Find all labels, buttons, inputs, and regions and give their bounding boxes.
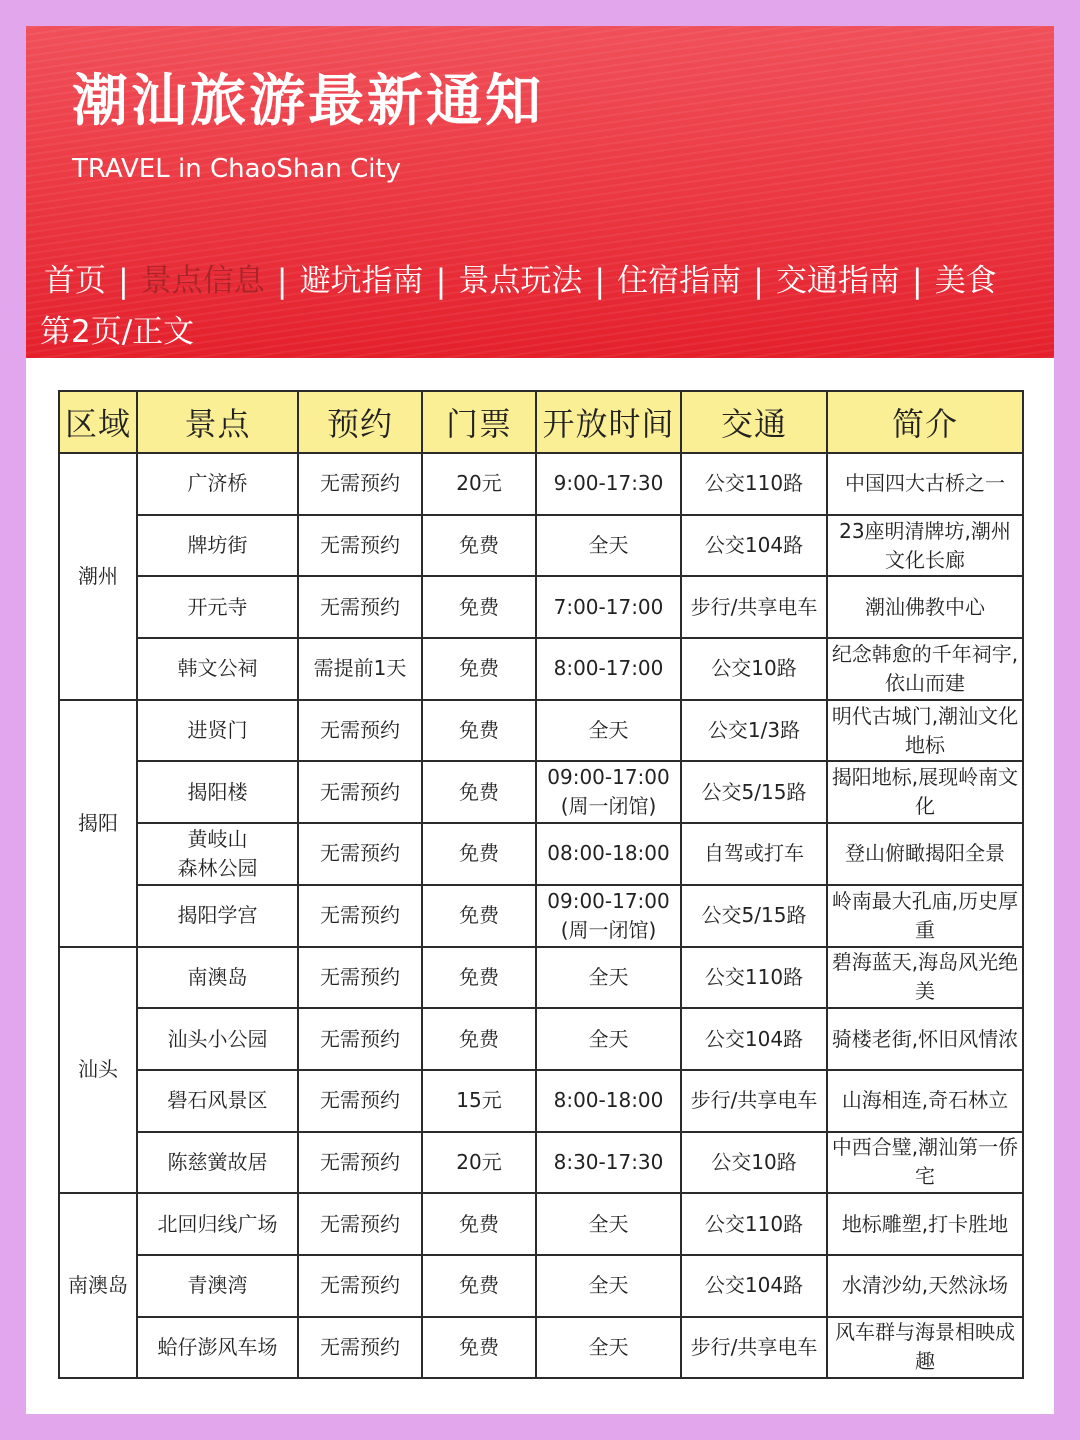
cell-ticket: 免费 <box>422 576 536 638</box>
cell-ticket: 免费 <box>422 1008 536 1070</box>
cell-hours: 8:30-17:30 <box>536 1132 681 1194</box>
cell-hours: 全天 <box>536 1317 681 1379</box>
cell-desc: 岭南最大孔庙,历史厚重 <box>827 885 1023 947</box>
table-row <box>59 453 1023 515</box>
cell-spot: 进贤门 <box>137 700 298 762</box>
page-card <box>26 26 1054 1414</box>
cell-ticket: 15元 <box>422 1070 536 1132</box>
cell-desc: 潮汕佛教中心 <box>827 576 1023 638</box>
cell-booking: 无需预约 <box>298 700 422 762</box>
cell-desc: 纪念韩愈的千年祠宇,依山而建 <box>827 638 1023 700</box>
cell-hours: 全天 <box>536 1193 681 1255</box>
cell-spot: 蛤仔澎风车场 <box>137 1317 298 1379</box>
table-row <box>59 823 1023 885</box>
cell-hours: 08:00-18:00 <box>536 823 681 885</box>
cell-booking: 无需预约 <box>298 576 422 638</box>
header-region: 区域 <box>59 391 137 453</box>
cell-hours: 全天 <box>536 1255 681 1317</box>
cell-spot: 黄岐山 森林公园 <box>137 823 298 885</box>
cell-spot: 青澳湾 <box>137 1255 298 1317</box>
cell-transport: 公交110路 <box>681 453 827 515</box>
cell-transport: 步行/共享电车 <box>681 1317 827 1379</box>
attractions-table <box>58 390 1024 1379</box>
cell-ticket: 20元 <box>422 453 536 515</box>
cell-ticket: 免费 <box>422 1317 536 1379</box>
cell-transport: 自驾或打车 <box>681 823 827 885</box>
header-banner <box>26 26 1054 358</box>
nav-item[interactable]: 美食 <box>934 263 997 299</box>
table-row <box>59 576 1023 638</box>
table-row <box>59 1132 1023 1194</box>
cell-spot: 北回归线广场 <box>137 1193 298 1255</box>
cell-spot: 广济桥 <box>137 453 298 515</box>
cell-desc: 23座明清牌坊,潮州文化长廊 <box>827 515 1023 577</box>
table-row <box>59 1193 1023 1255</box>
cell-booking: 无需预约 <box>298 453 422 515</box>
cell-ticket: 免费 <box>422 1255 536 1317</box>
cell-booking: 无需预约 <box>298 1255 422 1317</box>
cell-desc: 山海相连,奇石林立 <box>827 1070 1023 1132</box>
nav-separator: | <box>753 262 764 300</box>
cell-booking: 无需预约 <box>298 761 422 823</box>
cell-booking: 无需预约 <box>298 885 422 947</box>
cell-booking: 无需预约 <box>298 515 422 577</box>
cell-hours: 全天 <box>536 947 681 1009</box>
cell-transport: 公交5/15路 <box>681 885 827 947</box>
cell-hours: 全天 <box>536 1008 681 1070</box>
nav-item[interactable]: 首页 <box>44 263 106 299</box>
cell-desc: 登山俯瞰揭阳全景 <box>827 823 1023 885</box>
cell-spot: 韩文公祠 <box>137 638 298 700</box>
header-transport: 交通 <box>681 391 827 453</box>
cell-transport: 公交110路 <box>681 947 827 1009</box>
cell-region: 南澳岛 <box>59 1193 137 1378</box>
cell-booking: 无需预约 <box>298 823 422 885</box>
cell-desc: 骑楼老街,怀旧风情浓 <box>827 1008 1023 1070</box>
cell-transport: 公交110路 <box>681 1193 827 1255</box>
nav-item[interactable]: 景点玩法 <box>458 263 583 299</box>
cell-hours: 09:00-17:00 (周一闭馆) <box>536 761 681 823</box>
page-title: 潮汕旅游最新通知 <box>72 69 544 134</box>
header-spot: 景点 <box>137 391 298 453</box>
header-intro: 简介 <box>827 391 1023 453</box>
table-row <box>59 1255 1023 1317</box>
table-row <box>59 638 1023 700</box>
cell-desc: 风车群与海景相映成趣 <box>827 1317 1023 1379</box>
cell-ticket: 免费 <box>422 700 536 762</box>
cell-ticket: 20元 <box>422 1132 536 1194</box>
cell-desc: 明代古城门,潮汕文化地标 <box>827 700 1023 762</box>
table-header-row <box>59 391 1023 453</box>
cell-desc: 中国四大古桥之一 <box>827 453 1023 515</box>
cell-desc: 水清沙幼,天然泳场 <box>827 1255 1023 1317</box>
cell-hours: 09:00-17:00 (周一闭馆) <box>536 885 681 947</box>
cell-spot: 南澳岛 <box>137 947 298 1009</box>
cell-ticket: 免费 <box>422 823 536 885</box>
table-row <box>59 761 1023 823</box>
cell-ticket: 免费 <box>422 515 536 577</box>
cell-hours: 全天 <box>536 700 681 762</box>
cell-ticket: 免费 <box>422 947 536 1009</box>
cell-hours: 8:00-18:00 <box>536 1070 681 1132</box>
nav-separator: | <box>435 262 447 300</box>
cell-region: 汕头 <box>59 947 137 1194</box>
table-row <box>59 947 1023 1009</box>
cell-desc: 地标雕塑,打卡胜地 <box>827 1193 1023 1255</box>
header-booking: 预约 <box>298 391 422 453</box>
cell-booking: 无需预约 <box>298 947 422 1009</box>
cell-spot: 揭阳楼 <box>137 761 298 823</box>
page-label: 第2页/正文 <box>40 314 195 350</box>
cell-transport: 公交1/3路 <box>681 700 827 762</box>
cell-transport: 步行/共享电车 <box>681 576 827 638</box>
header-ticket: 门票 <box>422 391 536 453</box>
table-row <box>59 515 1023 577</box>
nav-item[interactable]: 住宿指南 <box>617 263 742 299</box>
table-row <box>59 700 1023 762</box>
cell-spot: 礐石风景区 <box>137 1070 298 1132</box>
page-subtitle: TRAVEL in ChaoShan City <box>72 154 402 184</box>
table-row <box>59 1070 1023 1132</box>
cell-booking: 需提前1天 <box>298 638 422 700</box>
cell-hours: 8:00-17:00 <box>536 638 681 700</box>
cell-booking: 无需预约 <box>298 1070 422 1132</box>
cell-spot: 牌坊街 <box>137 515 298 577</box>
cell-ticket: 免费 <box>422 1193 536 1255</box>
cell-ticket: 免费 <box>422 638 536 700</box>
cell-transport: 公交5/15路 <box>681 761 827 823</box>
table-row <box>59 885 1023 947</box>
cell-transport: 公交104路 <box>681 515 827 577</box>
cell-hours: 7:00-17:00 <box>536 576 681 638</box>
nav-separator: | <box>276 262 288 300</box>
cell-hours: 9:00-17:30 <box>536 453 681 515</box>
table-row <box>59 1317 1023 1379</box>
cell-desc: 碧海蓝天,海岛风光绝美 <box>827 947 1023 1009</box>
cell-spot: 揭阳学宫 <box>137 885 298 947</box>
cell-desc: 中西合璧,潮汕第一侨宅 <box>827 1132 1023 1194</box>
cell-booking: 无需预约 <box>298 1317 422 1379</box>
nav-item[interactable]: 交通指南 <box>775 263 900 299</box>
cell-spot: 汕头小公园 <box>137 1008 298 1070</box>
cell-desc: 揭阳地标,展现岭南文化 <box>827 761 1023 823</box>
cell-spot: 开元寺 <box>137 576 298 638</box>
cell-ticket: 免费 <box>422 761 536 823</box>
cell-ticket: 免费 <box>422 885 536 947</box>
cell-hours: 全天 <box>536 515 681 577</box>
cell-transport: 公交10路 <box>681 1132 827 1194</box>
nav-separator: | <box>911 262 923 300</box>
nav-item[interactable]: 景点信息 <box>140 263 265 299</box>
cell-transport: 公交104路 <box>681 1255 827 1317</box>
cell-region: 揭阳 <box>59 700 137 947</box>
cell-booking: 无需预约 <box>298 1132 422 1194</box>
cell-transport: 公交104路 <box>681 1008 827 1070</box>
nav-item[interactable]: 避坑指南 <box>299 263 424 299</box>
cell-transport: 步行/共享电车 <box>681 1070 827 1132</box>
cell-booking: 无需预约 <box>298 1193 422 1255</box>
cell-booking: 无需预约 <box>298 1008 422 1070</box>
nav-bar <box>44 258 1054 304</box>
header-hours: 开放时间 <box>536 391 681 453</box>
nav-separator: | <box>594 262 606 300</box>
cell-spot: 陈慈黉故居 <box>137 1132 298 1194</box>
table-row <box>59 1008 1023 1070</box>
nav-separator: | <box>118 262 129 300</box>
cell-region: 潮州 <box>59 453 137 700</box>
cell-transport: 公交10路 <box>681 638 827 700</box>
